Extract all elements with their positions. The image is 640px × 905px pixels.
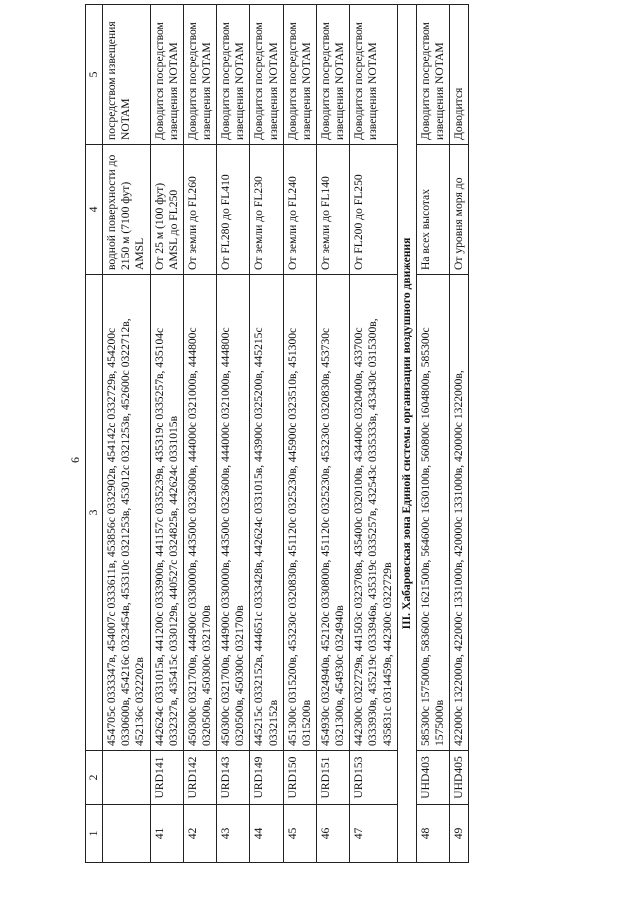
zone-altitude: На всех высотах: [416, 145, 449, 275]
zone-code: UHD405: [450, 751, 469, 805]
zone-coordinates: 451300с 0315200в, 453230с 0320830в, 451120с 0325230в, 445900с 0323510в, 451300с 0315200в: [283, 275, 316, 751]
table-row: [316, 5, 349, 863]
zone-altitude: От 25 м (100 фут) AMSL до FL250: [150, 145, 183, 275]
zone-coordinates: 442624с 0331015в, 441200с 0333900в, 441157с 0335239в, 435319с 0335257в, 435104с 0332327в, 435415с 0330129в, 440527с 0324825в, 442624с 0331015в: [150, 275, 183, 751]
zone-code: URD149: [250, 751, 283, 805]
table-row: [150, 5, 183, 863]
zone-coordinates: 422000с 1322000в, 422000с 1331000в, 420000с 1331000в, 420000с 1322000в,: [450, 275, 469, 751]
table-row: [350, 5, 397, 863]
zone-code: URD143: [217, 751, 250, 805]
zone-note: Доводится посредством извещения NOTAM: [283, 5, 316, 145]
col-header-5: 5: [86, 5, 103, 145]
row-number: 49: [450, 805, 469, 863]
zone-altitude: От уровня моря до: [450, 145, 469, 275]
header-row: [86, 5, 103, 863]
table-row: [450, 5, 469, 863]
zone-note: Доводится посредством извещения NOTAM: [150, 5, 183, 145]
zone-code: URD153: [350, 751, 397, 805]
zone-coordinates: 585300с 1575000в, 583600с 1621500в, 564600с 1630100в, 560800с 1604800в, 585300с 1575000в: [416, 275, 449, 751]
zone-altitude: От земли до FL140: [316, 145, 349, 275]
table-row: [283, 5, 316, 863]
zone-note: Доводится посредством извещения NOTAM: [250, 5, 283, 145]
zone-coordinates: 445215с 0332152в, 444651с 0333428в, 442624с 0331015в, 443900с 0325200в, 445215с 0332152в: [250, 275, 283, 751]
row-number: 42: [183, 805, 216, 863]
row-number: 48: [416, 805, 449, 863]
zone-note: Доводится посредством извещения NOTAM: [217, 5, 250, 145]
zone-note: Доводится посредством извещения NOTAM: [350, 5, 397, 145]
restricted-zones-table: [85, 4, 469, 863]
col-header-4: 4: [86, 145, 103, 275]
zone-altitude: От земли до FL260: [183, 145, 216, 275]
row-number: 46: [316, 805, 349, 863]
zone-note: Доводится посредством извещения NOTAM: [416, 5, 449, 145]
zone-code: URD142: [183, 751, 216, 805]
zone-code: URD151: [316, 751, 349, 805]
zone-code: URD150: [283, 751, 316, 805]
section-title: III. Хабаровская зона Единой системы организации воздушного движения: [397, 5, 416, 863]
zone-altitude: От FL200 до FL250: [350, 145, 397, 275]
zone-altitude: водной поверхности до 2150 м (7100 фут) AMSL: [103, 145, 150, 275]
table-row: [183, 5, 216, 863]
table-row: [250, 5, 283, 863]
page-number: 6: [68, 457, 82, 463]
row-number: 43: [217, 805, 250, 863]
zone-note: посредством извещения NOTAM: [103, 5, 150, 145]
row-number: [103, 805, 150, 863]
row-number: 44: [250, 805, 283, 863]
row-number: 41: [150, 805, 183, 863]
zone-note: Доводится посредством извещения NOTAM: [183, 5, 216, 145]
row-number: 47: [350, 805, 397, 863]
zone-coordinates: 450300с 0321700в, 444900с 0330000в, 443500с 0323600в, 444000с 0321000в, 444800с 0320500в, 450300с 0321700в: [183, 275, 216, 751]
section-row: [397, 5, 416, 863]
zone-code: UHD403: [416, 751, 449, 805]
zone-altitude: От FL280 до FL410: [217, 145, 250, 275]
table-row: [103, 5, 150, 863]
zone-code: URD141: [150, 751, 183, 805]
zone-coordinates: 450300с 0321700в, 444900с 0330000в, 443500с 0323600в, 444000с 0321000в, 444800с 0320500в, 450300с 0321700в: [217, 275, 250, 751]
zone-note: Доводится посредством извещения NOTAM: [316, 5, 349, 145]
zone-coordinates: 442300с 0322729в, 441503с 0323708в, 435400с 0320100в, 434400с 0320400в, 433700с 0333930в, 435219с 0333946в, 435319с 0335257в, 432543с 0335333в, 433430с 0315300в, 435831с 0314459в, 442300с 0322729в: [350, 275, 397, 751]
col-header-1: 1: [86, 805, 103, 863]
row-number: 45: [283, 805, 316, 863]
zone-altitude: От земли до FL230: [250, 145, 283, 275]
zone-coordinates: 454705с 0333347в, 454007с 0333611в, 453856с 0332902в, 454142с 0332729в, 454200с 0330600в, 454216с 0323454в, 453310с 0321253в, 453012с 0321253в, 452600с 0322712в, 452136с 0322202в: [103, 275, 150, 751]
zone-code: [103, 751, 150, 805]
col-header-3: 3: [86, 275, 103, 751]
zone-altitude: От земли до FL240: [283, 145, 316, 275]
zone-coordinates: 454930с 0324940в, 452120с 0330800в, 451120с 0325230в, 453230с 0320830в, 453730с 0321300в, 454930с 0324940в: [316, 275, 349, 751]
col-header-2: 2: [86, 751, 103, 805]
table-row: [416, 5, 449, 863]
table-row: [217, 5, 250, 863]
zone-note: Доводится: [450, 5, 469, 145]
